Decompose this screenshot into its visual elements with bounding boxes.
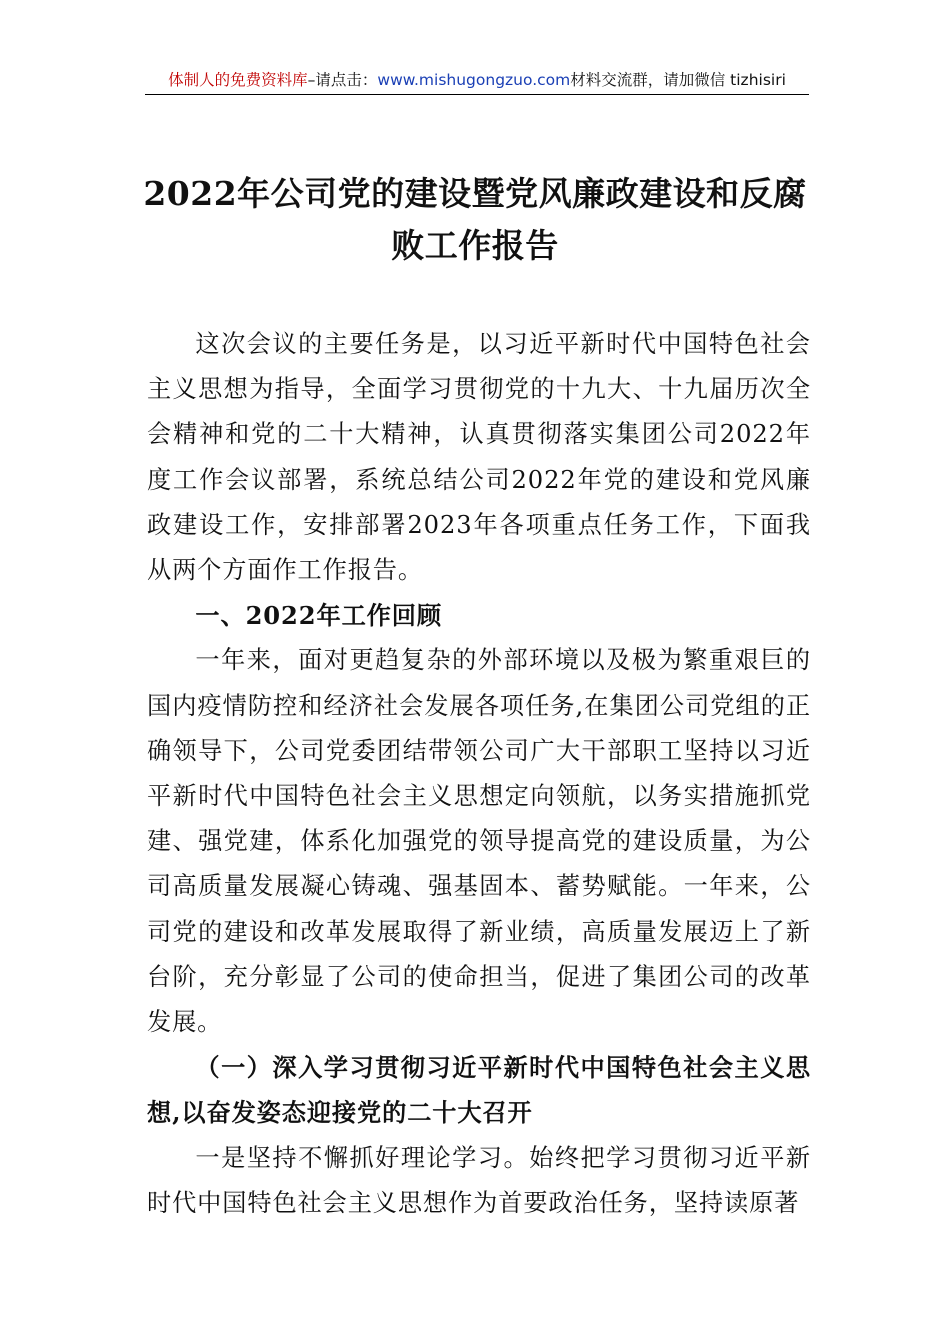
- theory-paragraph: 一是坚持不懈抓好理论学习。始终把学习贯彻习近平新时代中国特色社会主义思想作为首要政治任务，坚持读原著: [147, 1143, 811, 1217]
- site-link[interactable]: www.mishugongzuo.com: [377, 71, 571, 89]
- document-title: 2022年公司党的建设暨党风廉政建设和反腐败工作报告: [143, 174, 807, 265]
- contact-info: 材料交流群，请加微信 tizhisiri: [570, 71, 786, 89]
- section-heading: 一、2022年工作回顾: [195, 601, 442, 631]
- review-paragraph: 一年来，面对更趋复杂的外部环境以及极为繁重艰巨的国内疫情防控和经济社会发展各项任务,在集团公司党组的正确领导下，公司党委团结带领公司广大干部职工坚持以习近平新时代中国特色社会主义思想定向领航，以务实措施抓党建、强党建，体系化加强党的领导提高党的建设质量，为公司高质量发展凝心铸魂、强基固本、蓄势赋能。一年来，公司党的建设和改革发展取得了新业绩，高质量发展迈上了新台阶，充分彰显了公司的使命担当，促进了集团公司的改革发展。: [147, 646, 811, 1037]
- document-body: [147, 322, 811, 1226]
- intro-paragraph: 这次会议的主要任务是，以习近平新时代中国特色社会主义思想为指导，全面学习贯彻党的十九大、十九届历次全会精神和党的二十大精神，认真贯彻落实集团公司2022年度工作会议部署，系统总结公司2022年党的建设和党风廉政建设工作，安排部署2023年各项重点任务工作，下面我从两个方面作工作报告。: [147, 330, 811, 585]
- subsection-heading: （一）深入学习贯彻习近平新时代中国特色社会主义思想,以奋发姿态迎接党的二十大召开: [147, 1053, 811, 1128]
- header-divider: [145, 94, 809, 95]
- page-header: [145, 70, 809, 90]
- click-prompt: –请点击：: [307, 71, 378, 89]
- site-name: 体制人的免费资料库: [168, 71, 308, 89]
